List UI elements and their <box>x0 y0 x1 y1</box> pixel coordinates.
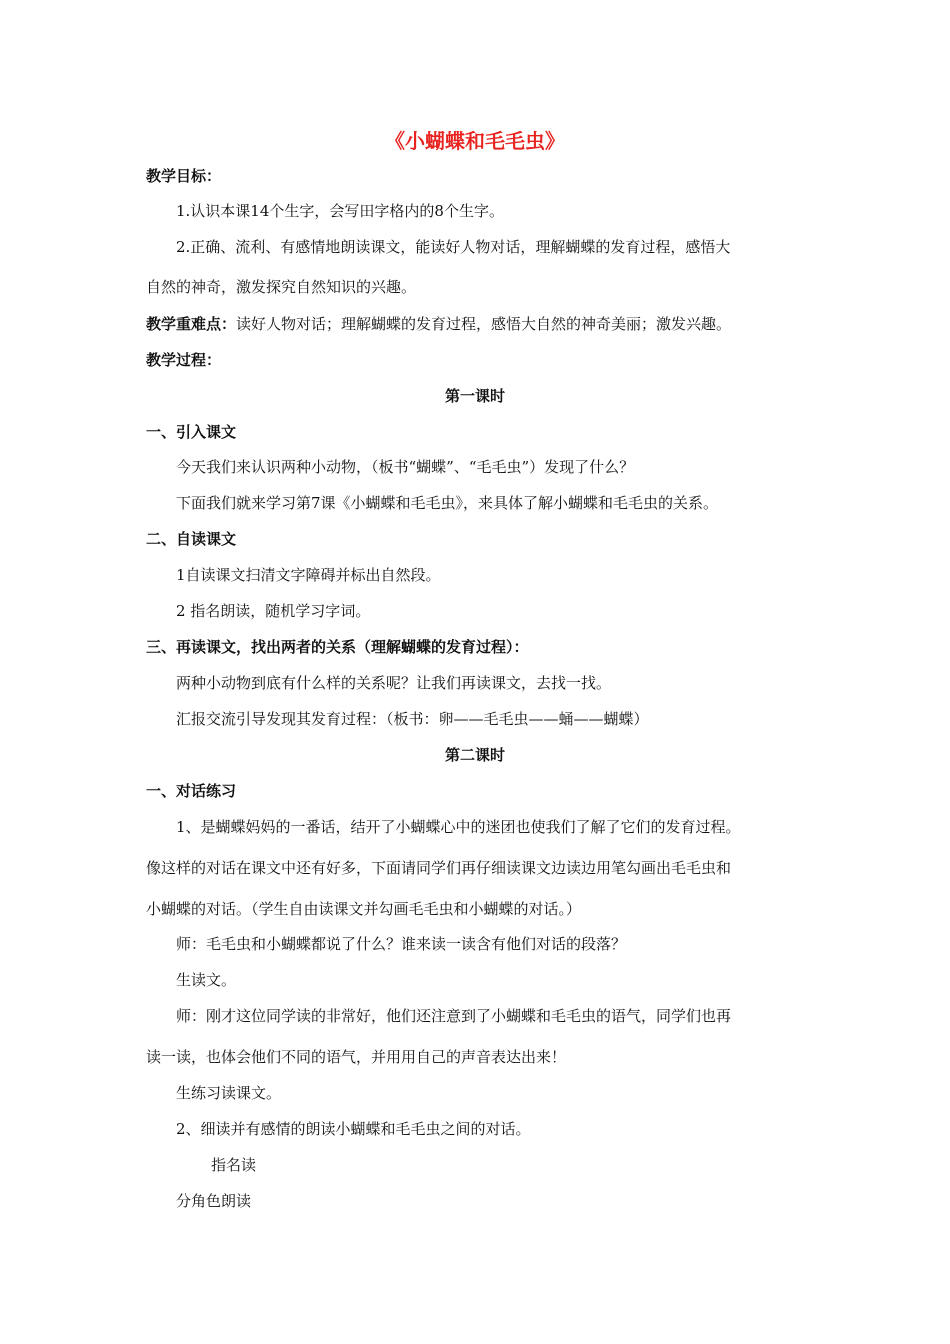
paragraph: 两种小动物到底有什么样的关系呢？让我们再读课文，去找一找。 <box>176 674 612 692</box>
goal-item-2-line-1: 2.正确、流利、有感情地朗读课文，能读好人物对话，理解蝴蝶的发育过程，感悟大 <box>176 238 731 256</box>
goal-item-1: 1.认识本课14个生字，会写田字格内的8个生字。 <box>176 202 504 220</box>
paragraph: 1自读课文扫清文字障碍并标出自然段。 <box>176 566 441 584</box>
paragraph: 2、细读并有感情的朗读小蝴蝶和毛毛虫之间的对话。 <box>176 1120 531 1138</box>
paragraph: 师：毛毛虫和小蝴蝶都说了什么？谁来读一读含有他们对话的段落？ <box>176 935 627 953</box>
process-label: 教学过程： <box>146 351 222 369</box>
lesson-2-heading: 第二课时 <box>444 746 505 764</box>
goal-item-2-line-2: 自然的神奇，激发探究自然知识的兴趣。 <box>146 278 417 296</box>
paragraph: 生读文。 <box>176 971 237 989</box>
paragraph: 分角色朗读 <box>176 1192 252 1210</box>
lesson-1-section-3-heading: 三、再读课文，找出两者的关系（理解蝴蝶的发育过程）： <box>146 638 529 656</box>
paragraph: 像这样的对话在课文中还有好多，下面请同学们再仔细读课文边读边用笔勾画出毛毛虫和 <box>146 859 732 877</box>
paragraph: 指名读 <box>211 1156 257 1174</box>
paragraph: 读一读，也体会他们不同的语气，并用用自己的声音表达出来！ <box>146 1048 567 1066</box>
paragraph: 下面我们就来学习第7课《小蝴蝶和毛毛虫》，来具体了解小蝴蝶和毛毛虫的关系。 <box>176 494 719 512</box>
key-points <box>146 313 731 334</box>
key-points-text: 读好人物对话；理解蝴蝶的发育过程，感悟大自然的神奇美丽；激发兴趣。 <box>236 315 732 333</box>
lesson-2-section-1-heading: 一、对话练习 <box>146 782 237 800</box>
lesson-1-section-2-heading: 二、自读课文 <box>146 530 237 548</box>
paragraph: 小蝴蝶的对话。（学生自由读课文并勾画毛毛虫和小蝴蝶的对话。） <box>146 900 582 918</box>
lesson-1-heading: 第一课时 <box>444 387 505 405</box>
key-points-label: 教学重难点： <box>146 315 237 333</box>
lesson-1-section-1-heading: 一、引入课文 <box>146 423 237 441</box>
paragraph: 师：刚才这位同学读的非常好，他们还注意到了小蝴蝶和毛毛虫的语气，同学们也再 <box>176 1007 732 1025</box>
paragraph: 今天我们来认识两种小动物，（板书“蝴蝶”、“毛毛虫”）发现了什么？ <box>176 458 635 476</box>
document-title: 《小蝴蝶和毛毛虫》 <box>385 129 565 153</box>
paragraph: 2 指名朗读，随机学习字词。 <box>176 602 371 620</box>
paragraph: 生练习读课文。 <box>176 1084 282 1102</box>
paragraph: 1、是蝴蝶妈妈的一番话，结开了小蝴蝶心中的迷团也使我们了解了它们的发育过程。 <box>176 818 741 836</box>
paragraph: 汇报交流引导发现其发育过程：（板书：卵——毛毛虫——蛹——蝴蝶） <box>176 710 649 728</box>
goals-label: 教学目标： <box>146 167 222 185</box>
